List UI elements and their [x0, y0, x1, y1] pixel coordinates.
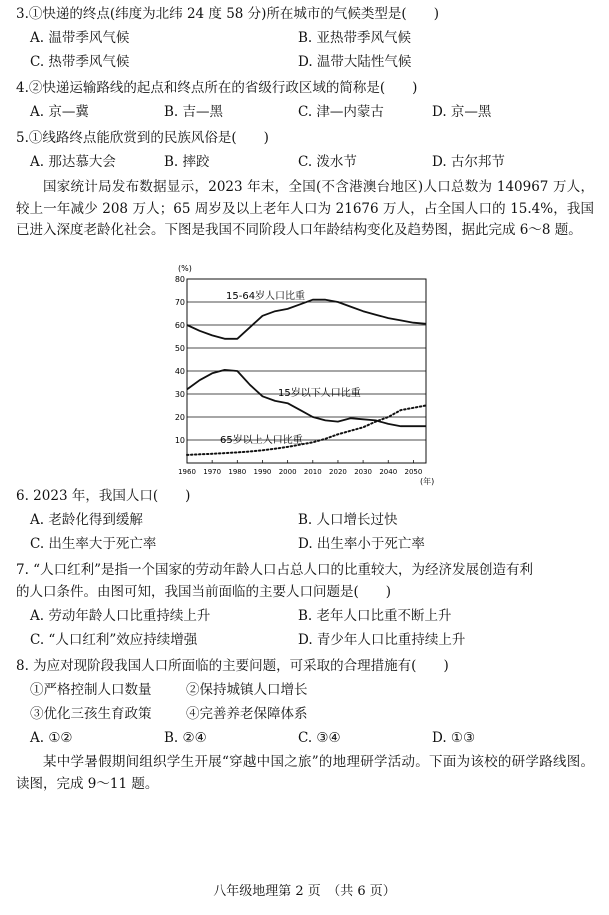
- y-tick-label-80: 80: [174, 275, 185, 284]
- q4-option-c: C. 津—内蒙古: [298, 104, 384, 120]
- q8-measure-4: ④完善养老保障体系: [186, 706, 308, 722]
- q7-option-c: C. “人口红利”效应持续增强: [30, 632, 198, 648]
- q4-option-b: B. 吉—黑: [164, 104, 224, 120]
- q8-measure-3: ③优化三孩生育政策: [30, 706, 152, 722]
- q7-option-a: A. 劳动年龄人口比重持续上升: [30, 608, 211, 624]
- q5-stem: 5.①线路终点能欣赏到的民族风俗是( ): [16, 130, 269, 146]
- q8-option-d: D. ①③: [432, 730, 476, 746]
- x-tick-label-2030: 2030: [354, 468, 373, 476]
- y-tick-label-50: 50: [174, 344, 185, 353]
- x-tick-label-2050: 2050: [404, 468, 423, 476]
- q7-option-d: D. 青少年人口比重持续上升: [298, 632, 466, 648]
- q3-option-b: B. 亚热带季风气候: [298, 30, 412, 46]
- q3-option-c: C. 热带季风气候: [30, 54, 130, 70]
- q8-stem: 8. 为应对现阶段我国人口所面临的主要问题，可采取的合理措施有( ): [16, 658, 449, 674]
- q8-measure-1: ①严格控制人口数量: [30, 682, 152, 698]
- series-label-under-15: 15岁以下人口比重: [278, 388, 361, 399]
- q7-stem-line2: 的人口条件。由图可知，我国当前面临的主要人口问题是( ): [16, 584, 392, 600]
- passage-study-tour: 某中学暑假期间组织学生开展“穿越中国之旅”的地理研学活动。下面为该校的研学路线图。读图，完成 9～11 题。: [16, 754, 594, 792]
- y-tick-label-20: 20: [174, 413, 185, 422]
- x-tick-label-1970: 1970: [203, 468, 222, 476]
- x-tick-label-2040: 2040: [379, 468, 398, 476]
- series-line-0: [187, 300, 426, 339]
- q4-option-d: D. 京—黑: [432, 104, 492, 120]
- q8-option-b: B. ②④: [164, 730, 207, 746]
- x-tick-label-1990: 1990: [253, 468, 272, 476]
- y-tick-label-40: 40: [174, 367, 185, 376]
- q5-option-d: D. 古尔邦节: [432, 154, 505, 170]
- y-tick-label-70: 70: [174, 298, 185, 307]
- x-tick-label-2010: 2010: [303, 468, 322, 476]
- q6-stem: 6. 2023 年，我国人口( ): [16, 488, 191, 504]
- passage-population-stats: 国家统计局发布数据显示，2023 年末，全国(不含港澳台地区)人口总数为 140967 万人，较上一年减少 208 万人；65 周岁及以上老年人口为 21676 万人，占全国人口的 15.4%，我国已进入深度老龄化社会。下图是我国不同阶段人口年龄结构变化及趋势图，据此完成 6～8 题。: [16, 179, 594, 238]
- q6-option-d: D. 出生率小于死亡率: [298, 536, 425, 552]
- q6-option-c: C. 出生率大于死亡率: [30, 536, 157, 552]
- y-tick-label-30: 30: [174, 390, 185, 399]
- series-label-over-65: 65岁以上人口比重: [220, 435, 303, 446]
- x-tick-label-2000: 2000: [278, 468, 297, 476]
- q4-option-a: A. 京—冀: [30, 104, 89, 120]
- x-tick-label-1980: 1980: [228, 468, 247, 476]
- q5-option-a: A. 那达慕大会: [30, 154, 116, 170]
- q3-option-d: D. 温带大陆性气候: [298, 54, 412, 70]
- q7-option-b: B. 老年人口比重不断上升: [298, 608, 452, 624]
- q5-option-b: B. 摔跤: [164, 154, 210, 170]
- q3-option-a: A. 温带季风气候: [30, 30, 130, 46]
- population-age-structure-chart: [176, 262, 438, 492]
- q3-stem: 3.①快递的终点(纬度为北纬 24 度 58 分)所在城市的气候类型是( ): [16, 6, 439, 22]
- q4-stem: 4.②快递运输路线的起点和终点所在的省级行政区域的简称是( ): [16, 80, 418, 96]
- q8-option-c: C. ③④: [298, 730, 341, 746]
- q6-option-b: B. 人口增长过快: [298, 512, 398, 528]
- q7-stem-line1: 7. “人口红利”是指一个国家的劳动年龄人口占总人口的比重较大，为经济发展创造有利: [16, 562, 533, 578]
- chart-series: [187, 300, 426, 455]
- q5-option-c: C. 泼水节: [298, 154, 357, 170]
- x-tick-label-2020: 2020: [329, 468, 347, 476]
- q8-measure-2: ②保持城镇人口增长: [186, 682, 308, 698]
- page-footer: 八年级地理第 2 页 （共 6 页）: [213, 884, 396, 899]
- y-tick-label-10: 10: [174, 436, 185, 445]
- x-axis-unit-label: (年): [420, 477, 435, 486]
- y-axis-unit-label: (%): [178, 264, 192, 273]
- y-tick-label-60: 60: [174, 321, 185, 330]
- series-label-15-64: 15-64岁人口比重: [226, 291, 306, 302]
- q6-option-a: A. 老龄化得到缓解: [30, 512, 143, 528]
- q8-option-a: A. ①②: [30, 730, 73, 746]
- x-tick-label-1960: 1960: [178, 468, 196, 476]
